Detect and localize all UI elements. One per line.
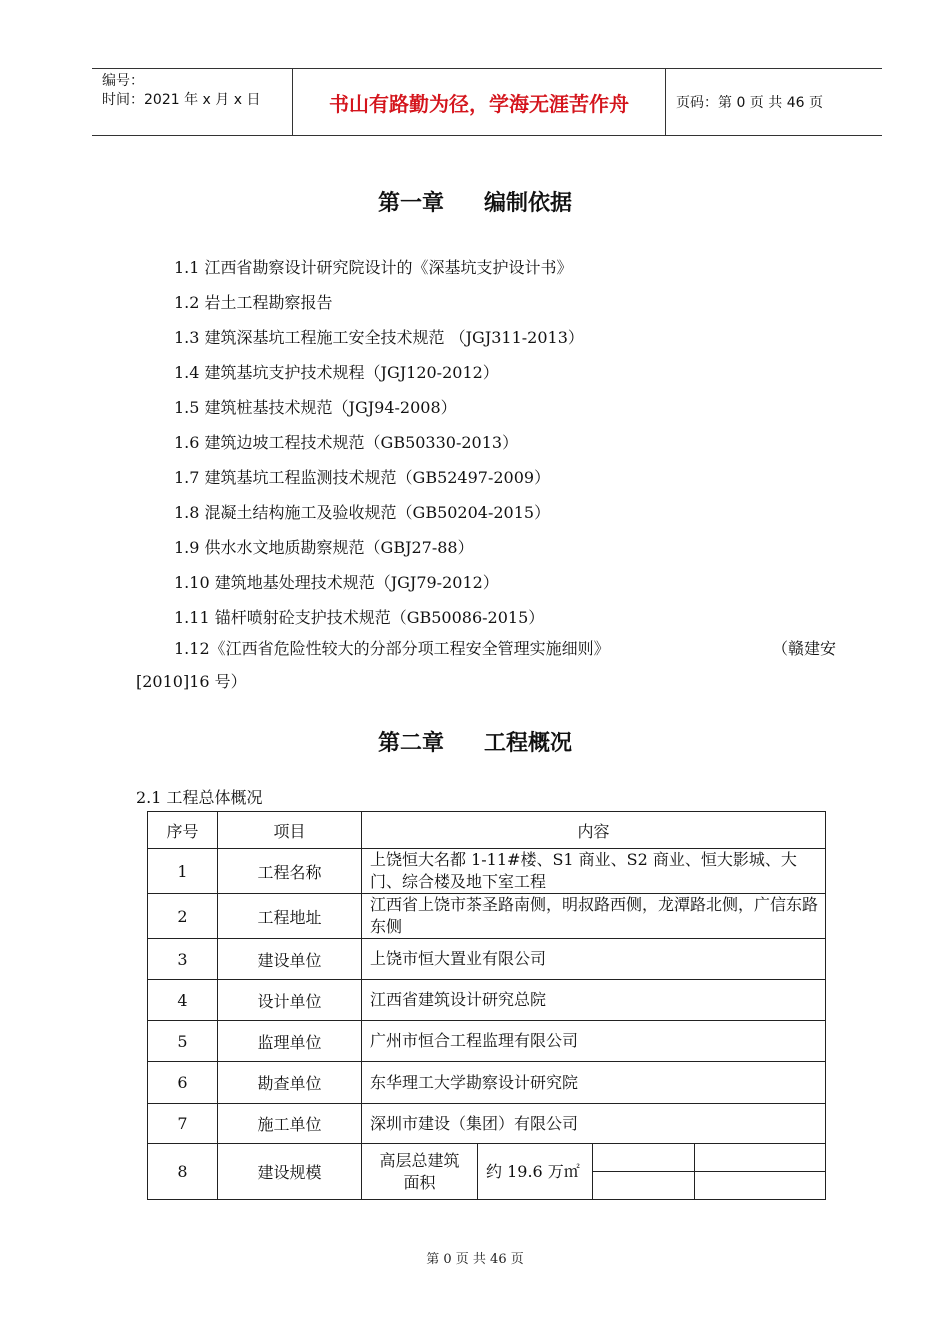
row-item: 建设单位 bbox=[218, 939, 362, 980]
table-row bbox=[148, 939, 826, 980]
header-cell-no: 序号 bbox=[148, 812, 218, 849]
table-row bbox=[148, 1144, 826, 1172]
basis-item: 1.9 供水水文地质勘察规范（GBJ27-88） bbox=[174, 538, 474, 557]
basis-item: 1.5 建筑桩基技术规范（JGJ94-2008） bbox=[174, 398, 457, 417]
basis-list bbox=[174, 250, 844, 635]
table-row bbox=[148, 980, 826, 1021]
row-content: 上饶市恒大置业有限公司 bbox=[362, 939, 826, 980]
basis-item-12-cont: [2010]16 号） bbox=[136, 672, 247, 691]
table-row bbox=[148, 1062, 826, 1104]
header-page-label: 页码：第 0 页 共 46 页 bbox=[676, 95, 823, 111]
row-no: 6 bbox=[148, 1062, 218, 1104]
row-sub-label: 高层总建筑面积 bbox=[362, 1144, 478, 1200]
row-content: 上饶恒大名都 1-11#楼、S1 商业、S2 商业、恒大影城、大门、综合楼及地下室工程 bbox=[362, 849, 826, 894]
row-item: 监理单位 bbox=[218, 1021, 362, 1062]
row-item: 施工单位 bbox=[218, 1104, 362, 1144]
basis-item: 1.11 锚杆喷射砼支护技术规范（GB50086-2015） bbox=[174, 608, 545, 627]
row-no: 5 bbox=[148, 1021, 218, 1062]
basis-item: 1.6 建筑边坡工程技术规范（GB50330-2013） bbox=[174, 433, 519, 452]
basis-item-12-text: 1.12《江西省危险性较大的分部分项工程安全管理实施细则》 bbox=[174, 639, 610, 658]
row-no: 2 bbox=[148, 894, 218, 939]
time-label: 时间：2021 年 x 月 x 日 bbox=[102, 92, 261, 108]
row-item: 勘查单位 bbox=[218, 1062, 362, 1104]
basis-item: 1.1 江西省勘察设计研究院设计的《深基坑支护设计书》 bbox=[174, 258, 573, 277]
row-value: 约 19.6 万㎡ bbox=[478, 1144, 593, 1200]
row-content: 东华理工大学勘察设计研究院 bbox=[362, 1062, 826, 1104]
row-content: 广州市恒合工程监理有限公司 bbox=[362, 1021, 826, 1062]
table-row bbox=[148, 1104, 826, 1144]
row-content: 深圳市建设（集团）有限公司 bbox=[362, 1104, 826, 1144]
chapter-2-number: 第二章 bbox=[377, 731, 444, 756]
row-content: 江西省建筑设计研究总院 bbox=[362, 980, 826, 1021]
page-footer: 第 0 页 共 46 页 bbox=[426, 1252, 524, 1267]
basis-item: 1.4 建筑基坑支护技术规程（JGJ120-2012） bbox=[174, 363, 499, 382]
basis-item: 1.8 混凝土结构施工及验收规范（GB50204-2015） bbox=[174, 503, 551, 522]
header-cell-item: 项目 bbox=[218, 812, 362, 849]
row-no: 8 bbox=[148, 1144, 218, 1200]
page-header bbox=[92, 68, 882, 136]
table-row bbox=[148, 849, 826, 894]
row-no: 4 bbox=[148, 980, 218, 1021]
chapter-2-heading bbox=[0, 726, 950, 757]
row-item: 建设规模 bbox=[218, 1144, 362, 1200]
header-motto: 书山有路勤为径，学海无涯苦作舟 bbox=[293, 69, 666, 135]
empty-cell bbox=[695, 1144, 826, 1172]
header-cell-content: 内容 bbox=[362, 812, 826, 849]
table-header-row bbox=[148, 812, 826, 849]
empty-cell bbox=[593, 1144, 695, 1172]
row-item: 工程名称 bbox=[218, 849, 362, 894]
row-no: 1 bbox=[148, 849, 218, 894]
table-row bbox=[148, 894, 826, 939]
empty-cell bbox=[593, 1172, 695, 1200]
basis-item-12 bbox=[136, 632, 836, 698]
project-overview-table bbox=[147, 811, 826, 1200]
code-label: 编号： bbox=[102, 73, 144, 89]
section-2-1-title: 2.1 工程总体概况 bbox=[136, 788, 263, 807]
row-no: 3 bbox=[148, 939, 218, 980]
row-no: 7 bbox=[148, 1104, 218, 1144]
row-item: 设计单位 bbox=[218, 980, 362, 1021]
chapter-1-heading bbox=[0, 186, 950, 217]
basis-item: 1.2 岩土工程勘察报告 bbox=[174, 293, 333, 312]
chapter-1-title: 编制依据 bbox=[484, 191, 573, 216]
basis-item-12-ref: （赣建安 bbox=[771, 639, 836, 658]
row-item: 工程地址 bbox=[218, 894, 362, 939]
basis-item: 1.7 建筑基坑工程监测技术规范（GB52497-2009） bbox=[174, 468, 551, 487]
row-content: 江西省上饶市茶圣路南侧，明叔路西侧，龙潭路北侧，广信东路东侧 bbox=[362, 894, 826, 939]
chapter-2-title: 工程概况 bbox=[484, 731, 573, 756]
header-meta bbox=[92, 69, 293, 135]
empty-cell bbox=[695, 1172, 826, 1200]
basis-item: 1.10 建筑地基处理技术规范（JGJ79-2012） bbox=[174, 573, 499, 592]
basis-item: 1.3 建筑深基坑工程施工安全技术规范 （JGJ311-2013） bbox=[174, 328, 584, 347]
table-row bbox=[148, 1021, 826, 1062]
chapter-1-number: 第一章 bbox=[377, 191, 444, 216]
